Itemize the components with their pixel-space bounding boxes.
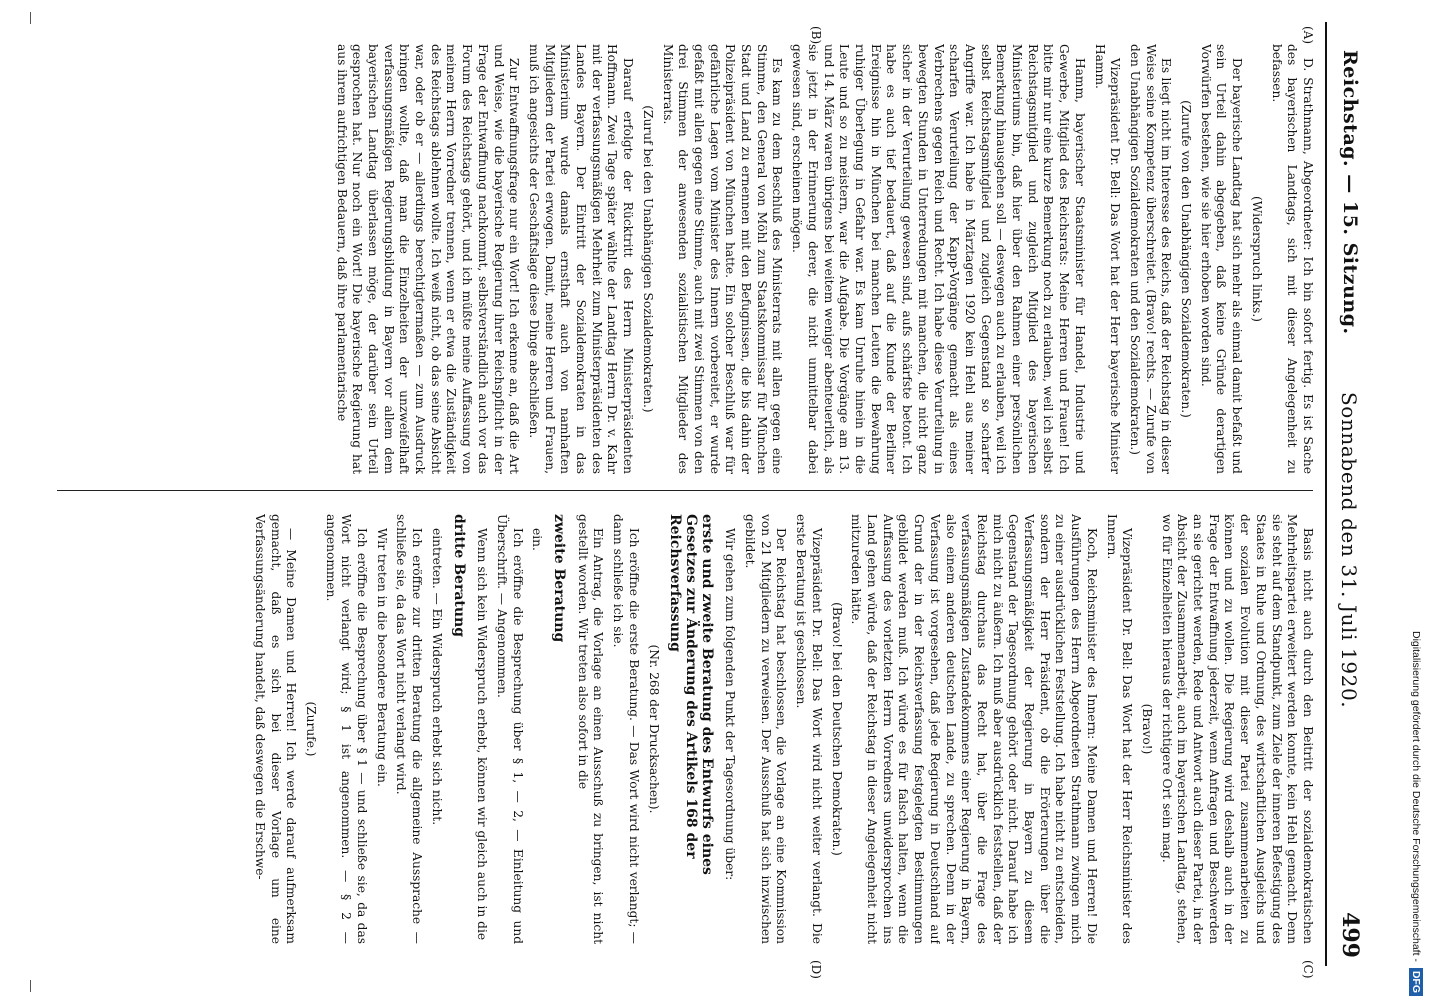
margin-mark-d: (D): [809, 960, 823, 979]
bottom-crop-mark-right: [30, 980, 31, 992]
paragraph: (Zurufe.): [303, 701, 318, 757]
paragraph: Darauf erfolgte der Rücktritt des Herrn Ministerpräsidenten Hoffmann. Zwei Tage später wählte der Landtag Herrn Dr. v. Kahr mit der verfassungsmäßigen Mehrheit zum Ministerpräsidenten des Landes Bayern. Der Eintritt der Sozialdemokraten in das Ministerium wurde damals ernsthaft auch von namhaften Mitgliedern der Partei erwogen. Damit, meine Herren und Frauen, muß ich angesichts der Geschäftslage diese Dinge abschließen.: [526, 44, 636, 474]
header-session-title: Reichstag. — 15. Sitzung.: [1339, 50, 1361, 335]
paragraph: (Nr. 268 der Drucksachen).: [646, 644, 661, 814]
document-page: [5, 0, 1405, 1000]
digitization-note: Digitalisierung gefördert durch die Deutsche Forschungsgemeinschaft -: [1410, 630, 1422, 962]
paragraph: ein.: [530, 528, 545, 551]
section-heading: erste und zweite Beratung des Entwurfs eines Gesetzes zur Änderung des Artikels 168 der Reichsverfassung: [667, 514, 715, 875]
paragraph: Vizepräsident Dr. Bell: Das Wort wird nicht weiter verlangt. Die erste Beratung ist geschlossen.: [794, 514, 824, 944]
paragraph: Der bayerische Landtag hat sich mehr als einmal damit befaßt und sein Urteil dahin abgegeben, daß keine Gründe derartigen Vorwürfen bestehen, wie sie hier erhoben worden sind.: [1198, 44, 1245, 474]
column-divider: [57, 490, 1313, 491]
header-date: Sonnabend den 31. Juli 1920.: [1337, 392, 1361, 709]
left-text-column: [55, 44, 1315, 474]
paragraph: (Bravo! bei den Deutschen Demokraten.): [829, 602, 844, 856]
paragraph: Wir gehen zum folgenden Punkt der Tagesordnung über:: [723, 528, 738, 881]
bottom-crop-mark: [30, 12, 31, 24]
paragraph: Vizepräsident Dr. Bell: Das Wort hat der Herr bayerische Minister Hamm.: [1092, 44, 1123, 474]
paragraph: (Zurufe von den Unabhängigen Sozialdemokraten.): [1179, 100, 1194, 418]
paragraph: — Meine Damen und Herren! Ich werde darauf aufmerksam gemacht, daß es sich bei dieser Vorlage um eine Verfassungsänderung handelt, daß deswegen die Erschwe-: [252, 514, 299, 944]
paragraph: (Bravo!): [1139, 703, 1154, 755]
margin-mark-b: (B): [809, 26, 823, 45]
paragraph: Wir treten in die besondere Beratung ein.: [374, 528, 389, 787]
paragraph: D. Strathmann, Abgeordneter: Ich bin sofort fertig. Es ist Sache des bayerischen Landtags, sich mit dieser Angelegenheit zu befassen.: [1269, 44, 1315, 474]
paragraph: Ein Antrag, die Vorlage an einen Ausschuß zu bringen, ist nicht gestellt worden. Wir treten also sofort in die: [575, 514, 606, 944]
paragraph: Ich eröffne die Besprechung über § 1 — und schließe sie, da das Wort nicht verlangt wird; § 1 ist angenommen. — § 2 — angenommen.: [323, 514, 370, 944]
paragraph: Koch, Reichsminister des Innern: Meine Damen und Herren! Die Ausführungen des Herrn Abgeordneten Strathmann zwingen mich zu einer ausdrücklichen Feststellung. Ich habe nicht zu entscheiden, sondern der Herr Präsident, ob die Erörterungen über die Verfassungsmäßigkeit der Regierung in Bayern zu diesem Gegenstand der Tagesordnung gehört oder nicht. Darauf habe ich mich nicht zu äußern. Ich muß aber ausdrücklich feststellen, daß der Reichstag durchaus das Recht hat, über die Frage des verfassungsmäßigen Zustandekommens einer Regierung in Bayern, also einem anderen deutschen Lande, zu sprechen. Denn in der Verfassung ist vorgesehen, daß jede Regierung in Deutschland auf Grund der in der Reichsverfassung festgelegten Bestimmungen gebildet werden muß. Ich würde es für falsch halten, wenn die Auffassung des vorletzten Herrn Vorredners unwidersprochen ins Land gehen würde, daß der Reichstag in dieser Angelegenheit nicht mitzureden hätte.: [849, 514, 1099, 944]
margin-mark-c: (C): [1301, 960, 1315, 979]
paragraph: (Widerspruch links.): [1249, 196, 1264, 322]
paragraph: Ich eröffne die Besprechung über § 1, — 2, — Einleitung und Überschrift. — Angenommen.: [494, 514, 525, 944]
paragraph: eintreten. — Ein Widerspruch erhebt sich nicht.: [429, 528, 444, 826]
paragraph: Es kam zu dem Beschluß des Ministerrats mit allen gegen eine Stimme, den General von Möhl zum Staatskommissar für München Stadt und Land zu ernennen mit den Befugnissen, die bis dahin der Polizeipräsident von München hatte. Ein solcher Beschluß war für gefährliche Lagen vom Minister des Innern vorbereitet, er wurde gefaßt mit allen gegen eine Stimme, auch mit zwei Stimmen von den drei Stimmen der anwesenden sozialistischen Mitglieder des Ministerrats.: [660, 44, 785, 474]
margin-mark-a: (A): [1301, 26, 1315, 45]
page-header: [1329, 22, 1369, 966]
digitization-sidebar: [1406, 4, 1426, 996]
paragraph: (Zuruf bei den Unabhängigen Sozialdemokraten.): [640, 105, 655, 413]
paragraph: Basis nicht auch durch den Beitritt der sozialdemokratischen Mehrheitspartei erweitert werden konnte, kein Hehl gemacht. Denn sie steht auf dem Standpunkt, zum Ziele der inneren Befestigung des Staates in Ruhe und Ordnung, des wirtschaftlichen Ausgleichs und der sozialen Evolution mit dieser Partei zusammenarbeiten zu können und zu wollen. Die Regierung wird deshalb auch in der Frage der Entwaffnung jederzeit, wenn Anfragen und Beschwerden an sie gerichtet werden, Rede und Antwort auch dieser Partei, in der Absicht der Zusammenarbeit, auch im bayerischen Landtag, stehen, wo für Einzelheiten hieraus der richtigere Ort sein mag.: [1159, 514, 1315, 944]
section-heading: dritte Beratung: [450, 514, 467, 637]
paragraph: Wenn sich kein Widerspruch erhebt, können wir gleich auch in die: [475, 528, 490, 941]
paragraph: Es liegt nicht im Interesse des Reichs, daß der Reichstag in dieser Weise seine Kompetenz überschreitet. (Bravo! rechts. — Zurufe von den Unabhängigen Sozialdemokraten und den Sozialdemokraten.): [1127, 44, 1174, 474]
paragraph: Hamm, bayerischer Staatsminister für Handel, Industrie und Gewerbe, Mitglied des Reichsrats: Meine Herren und Frauen! Ich bitte mir nur eine kurze Bemerkung noch zu erlauben, weil ich selbst Reichstagsmitglied und zugleich Mitglied des bayerischen Ministeriums bin, daß hier über den Rahmen einer persönlichen Bemerkung hinausgehen soll — deswegen auch zu erlauben, weil ich selbst Reichstagsmitglied und zugleich Gegenstand so scharfer Angriffe war. Ich habe in Märztagen 1920 kein Hehl aus meiner scharfen Verurteilung der Kapp-Vorgänge gemacht als eines Verbrechens gegen Reich und Recht. Ich habe diese Verurteilung in bewegten Stunden in Unterredungen mit manchen, die nicht ganz sicher in der Verurteilung gewesen sind, aufs schärfste betont. Ich habe es auch tief bedauert, daß auf die Kunde der Berliner Ereignisse hin in München bei manchen Leuten die Bewahrung ruhiger Überlegung in Gefahr war. Es kam Unruhe hinein in die Leute und so zu meistern, war die Aufgabe. Die Vorgänge am 13. und 14. März waren übrigens bei weitem weniger abenteuerlich, als sie jetzt in der Erinnerung derer, die nicht unmittelbar dabei gewesen sind, erscheinen mögen.: [790, 44, 1087, 474]
paragraph: Vizepräsident Dr. Bell: Das Wort hat der Herr Reichsminister des Innern.: [1104, 514, 1135, 944]
digitization-note-line: [1406, 4, 1426, 996]
section-heading: zweite Beratung: [551, 514, 568, 643]
dfg-logo: DFG: [1409, 968, 1423, 996]
paragraph: Ich eröffne zur dritten Beratung die allgemeine Aussprache — schließe sie, da das Wort nicht verlangt wird.: [394, 514, 425, 944]
right-text-column: [55, 514, 1315, 944]
paragraph: Der Reichstag hat beschlossen, die Vorlage an eine Kommission von 21 Mitgliedern zu verweisen. Der Ausschuß hat sich inzwischen gebildet.: [743, 514, 789, 944]
paragraph: Zur Entwaffnungsfrage nur ein Wort! Ich erkenne an, daß die Art und Weise, wie die bayerische Regierung ihrer Reichspflicht in der Frage der Entwaffnung nachkommt, selbstverständlich auch vor das Forum des Reichstags gehört, und ich müßte meine Auffassung von meinem Herrn Vorredner trennen, wenn er etwa die Zuständigkeit des Reichstags ablehnen wollte. Ich weiß nicht, ob das seine Absicht war, oder ob er — allerdings berechtigtermaßen — zum Ausdruck bringen wollte, daß man die Einzelheiten der unzweifelhaft verfassungsmäßigen Regierungsbildung in Bayern vor allem dem bayerischen Landtag überlassen möge, der darüber sein Urteil gesprochen hat. Nur noch ein Wort! Die bayerische Regierung hat aus ihrem aufrichtigen Bedauern, daß ihre parlamentarische: [334, 44, 522, 474]
paragraph: Ich eröffne die erste Beratung. — Das Wort wird nicht verlangt; — dann schließe ich sie.: [611, 514, 641, 944]
page-number: 499: [1337, 912, 1363, 958]
header-rule: [1325, 22, 1327, 966]
